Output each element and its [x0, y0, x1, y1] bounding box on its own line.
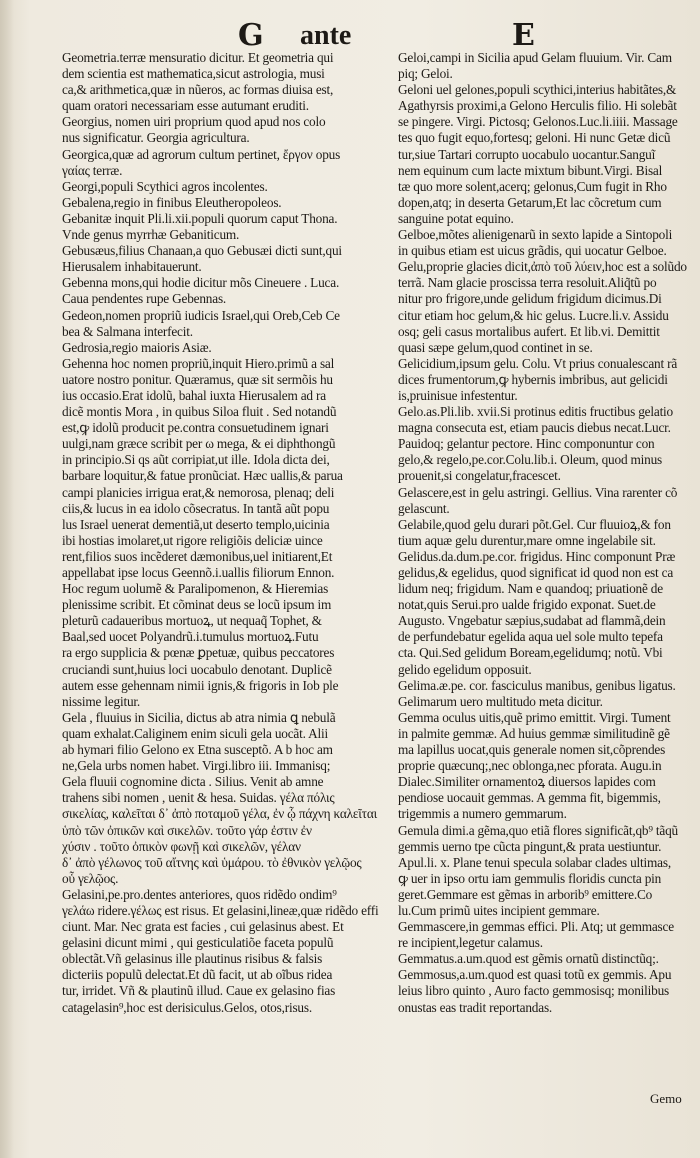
text-line: quam oratori necessariam esse autumant eruditi. — [62, 98, 309, 114]
text-line: tur, irridet. Vñ & plautinũ illud. Caue ex gelasino fias — [62, 983, 336, 999]
text-line: uulgi,nam græce scribit per ω mega, & ei diphthongũ — [62, 436, 336, 452]
text-line: Gela , fluuius in Sicilia, dictus ab atra nimia ꝗ nebulã — [62, 709, 336, 725]
text-line: nus significatur. Georgia agricultura. — [62, 130, 250, 146]
text-line: Georgica,quæ ad agrorum cultum pertinet, ἔργον opus — [62, 146, 341, 162]
text-line: quasi sæpe gelum,quod continet in se. — [398, 339, 593, 355]
text-line: se pingere. Virgi. Pictosq; Gelonos.Luc.li.iiii. Massage — [398, 114, 678, 130]
text-line: Georgius, nomen uiri proprium quod apud nos colo — [62, 114, 326, 130]
text-line: Gemmascere,in gemmas effici. Pli. Atq; ut gemmasce — [398, 919, 674, 935]
text-line: ciunt. Mar. Nec grata est facies , cui gelasinus abest. Et — [62, 919, 344, 935]
text-line: Gebanitæ inquit Pli.li.xii.populi quorum caput Thona. — [62, 210, 338, 226]
text-line: Baal,sed uocet Polyandrũ.i.tumulus mortuoꝝ.Futu — [62, 629, 319, 645]
text-line: ab hymari filio Gelono ex Etna susceptõ. A b hoc am — [62, 742, 333, 758]
text-line: in principio.Si qs aũt corripiat,ut ille. Idola dicta dei, — [62, 452, 330, 468]
text-line: trahens sibi nomen , uenit & hesa. Suidas. γέλα πόλις — [62, 790, 335, 806]
text-line: uatore nostro ponitur. Quæramus, quæ sit sermõis hu — [62, 371, 333, 387]
binding-gutter — [0, 0, 14, 1158]
text-line: Augusto. Vngebatur sæpius,sudabat ad flammã,dein — [398, 613, 666, 629]
text-line: Gelicidium,ipsum gelu. Colu. Vt prius conualescant rã — [398, 355, 678, 371]
text-line: δ᾽ ἀπὸ γέλωνος τοῦ αἴτνης καὶ ὑμάρου. τὸ ἐθνικὸν γελῷος — [62, 854, 362, 870]
text-line: Gelascere,est in gelu astringi. Gellius. Vina rarenter cõ — [398, 484, 678, 500]
text-line: trigemmis a numero gemmarum. — [398, 806, 567, 822]
text-line: Gemula dimi.a gẽma,quo etiã flores significãt,qb⁹ tãqũ — [398, 822, 679, 838]
text-line: dopen,atq; in deserta Getarum,Et lac cõcretum cum — [398, 194, 662, 210]
text-line: Geloni uel gelones,populi scythici,interius habitãtes,& — [398, 82, 677, 98]
text-line: ibi hostias imolaret,ut rigore religiõis deliciæ uince — [62, 532, 323, 548]
text-line: Gela fluuii cognomine dicta . Silius. Venit ab amne — [62, 774, 324, 790]
text-line: dicteriis populũ delectat.Et dũ facit, ut ab oĩbus ridea — [62, 967, 333, 983]
text-line: onustas eas tradit reportandas. — [398, 999, 553, 1015]
text-line: quam exhalat.Caliginem enim siculi gela uocãt. Alii — [62, 725, 329, 741]
text-line: Gelboe,mõtes alienigenarũ in sexto lapide a Sintopoli — [398, 227, 673, 243]
text-line: Gelo.as.Pli.lib. xvii.Si protinus editis fructibus gelatio — [398, 404, 674, 420]
text-line: Hoc regum uolumẽ & Paralipomenon, & Hieremias — [62, 581, 329, 597]
text-line: Pauidoq; gelantur pectore. Hinc componuntur con — [398, 436, 655, 452]
text-line: nem equinum cum lacte mixtum bibunt.Virgi. Bisal — [398, 162, 663, 178]
text-line: Geloi,campi in Sicilia apud Gelam fluuium. Vir. Cam — [398, 50, 672, 65]
text-line: Gebusæus,filius Chanaan,a quo Gebusæi dicti sunt,qui — [62, 243, 342, 259]
text-line: Gelu,proprie glacies dicit,ἀπὸ τοῦ λύειν,hoc est a solũdo — [398, 259, 687, 275]
text-line: Gemma oculus uitis,quẽ primo emittit. Virgi. Tument — [398, 709, 671, 725]
text-line: in quibus etiam est uicus grãdis, qui uocatur Gelboe. — [398, 243, 667, 259]
text-line: oblectãt.Vñ gelasinus ille plautinus risibus & falsis — [62, 951, 323, 967]
text-line: magna consecuta est, etiam paucis diebus necat.Lucr. — [398, 420, 671, 436]
text-line: ὑπὸ τῶν ὀπικῶν καὶ σικελῶν. τοῦτο γάρ ἐστιν ἐν — [62, 822, 312, 838]
text-line: catagelasin⁹,hoc est derisiculus.Gelos, otos,risus. — [62, 999, 312, 1015]
text-line: appellabat ipse locus Geennõ.i.uallis filiorum Ennon. — [62, 565, 335, 580]
text-line: pleturũ cadaueribus mortuoꝝ, ut nequaq̃ Tophet, & — [62, 613, 322, 629]
text-line: ne,Gela urbs nomen habet. Virgi.libro iii. Immanisq; — [62, 758, 331, 774]
catchword: Gemo — [650, 1091, 682, 1106]
text-line: bea & Salmana interfecit. — [62, 323, 193, 339]
text-line: gelascunt. — [398, 500, 450, 516]
text-line: Gelimarum uero multitudo meta dicitur. — [398, 693, 603, 709]
text-line: gemmis uerno tpe cũcta pingunt,& prata uestiuntur. — [398, 838, 662, 854]
text-line: leius libro quinto , Auro facto gemmosisq; monilibus — [398, 983, 670, 999]
text-line: γαίας terræ. — [62, 162, 123, 178]
text-line: proprie quæcunq;,nec oblonga,nec pforata. Augu.in — [398, 758, 662, 774]
text-line: prouenit,si congelatur,fracescet. — [398, 468, 561, 484]
text-line: tium aquæ gelu durentur,mare omne ingelabile sit. — [398, 532, 656, 548]
text-line: ciis,& lucus in ea idolo cõsecratus. In tantã aũt popu — [62, 500, 330, 516]
text-line: re incipient,legetur calamus. — [398, 935, 543, 951]
text-line: is,pruinisue infestentur. — [398, 387, 518, 403]
text-line: Gemmosus,a.um.quod est quasi totũ ex gemmis. Apu — [398, 967, 672, 983]
text-line: terrã. Nam glacie proscissa terra resoluit.Aliq̃tũ po — [398, 275, 657, 291]
text-line: dem scientia est mathematica,sicut astrologia, musi — [62, 66, 325, 82]
text-line: barbare loquitur,& fatue pronũciat. Hæc uallis,& parua — [62, 468, 343, 484]
text-line: in palmite gemmæ. Ad huius gemmæ similitudinẽ gẽ — [398, 725, 670, 741]
text-line: Apul.li. x. Plane tenui specula solabar clades ultimas, — [398, 854, 671, 870]
text-line: Gedrosia,regio maioris Asiæ. — [62, 339, 212, 355]
text-line: pendiose uocauit gemmas. A gemma fit, bigemmis, — [398, 790, 661, 806]
text-line: Caua pendentes rupe Gebennas. — [62, 291, 227, 307]
text-line: gelasini dicunt mimi , qui gesticulatiõe faceta populũ — [62, 935, 334, 951]
text-line: Gelasini,pe.pro.dentes anteriores, quos ridẽdo ondim⁹ — [62, 886, 337, 902]
text-line: autem esse gehennam nimii ignis,& frigoris in Iob ple — [62, 677, 339, 693]
text-line: ius occasio.Erat idolũ, bahal iuxta Hierusalem ad ra — [62, 387, 326, 403]
text-line: Geometria.terræ mensuratio dicitur. Et geometria qui — [62, 50, 334, 65]
text-line: ca,& arithmetica,quæ in nũeros, ac formas diuisa est, — [62, 82, 334, 98]
text-line: Gedeon,nomen propriũ iudicis Israel,qui Oreb,Ceb Ce — [62, 307, 340, 323]
text-line: geret.Gemmare est gẽmas in arborib⁹ emittere.Co — [398, 886, 653, 902]
text-line: Gebalena,regio in finibus Eleutheropoleos. — [62, 194, 282, 210]
text-line: ma lapillus uocat,quis generale nomen sit,cõprendes — [398, 742, 666, 758]
text-line: rent,filios suos incẽderet dæmonibus,uel initiarent,Et — [62, 548, 333, 564]
text-line: σικελίας, καλεῖται δ᾽ ἀπὸ ποταμοῦ γέλα, ἐν ᾧ πάχνη καλεῖται — [62, 806, 377, 822]
right-column — [398, 50, 700, 1016]
text-line: Gehenna hoc nomen propriũ,inquit Hiero.primũ a sal — [62, 355, 335, 371]
text-line: dices frumentorum,ꝙ hybernis imbribus, aut gelicidi — [398, 371, 668, 387]
text-line: Gebenna mons,qui hodie dicitur mõs Cineuere . Luca. — [62, 275, 340, 291]
text-line: nissime legitur. — [62, 693, 141, 709]
text-line: ꝙ uer in ipso ortu iam gemmulis floridis cuncta pin — [398, 870, 662, 886]
text-line: Gelima.æ.pe. cor. fasciculus manibus, genibus ligatus. — [398, 677, 676, 693]
text-line: sanguine potat equino. — [398, 210, 514, 226]
text-line: Dialec.Similiter ornamentoꝝ diuersos lapides com — [398, 774, 656, 790]
text-line: tes quo fugit equo,fortesq; geloni. Hi nunc Getæ dicũ — [398, 130, 671, 146]
text-line: Gelidus.da.dum.pe.cor. frigidus. Hinc componunt Præ — [398, 548, 676, 564]
text-line: Gemmatus.a.um.quod est gẽmis ornatũ distinctũq;. — [398, 951, 659, 967]
text-line: οὗ γελῷος. — [62, 870, 119, 886]
text-line: de perfundebatur egelida aqua uel sole multo tepefa — [398, 629, 663, 645]
header-right-letter: E — [512, 18, 535, 53]
text-line: est,ꝙ idolũ producit pe.contra consuetudinem ignari — [62, 420, 329, 436]
text-line: notat,quis Serui.pro ualde frigido exponat. Suet.de — [398, 597, 656, 613]
text-line: Hierusalem inhabitauerunt. — [62, 259, 202, 275]
text-line: ra ergo supplicia & pœnæ ꝑpetuæ, quibus peccatores — [62, 645, 335, 661]
text-line: Gelabile,quod gelu durari põt.Gel. Cur fluuioꝝ,& fon — [398, 516, 671, 532]
text-line: plenissime scribit. Et cõminat deus se locũ ipsum im — [62, 597, 332, 613]
header-left-letter: G — [238, 18, 264, 53]
text-line: gelido egelidum opposuit. — [398, 661, 532, 677]
text-line: citur etiam hoc gelum,& hic gelus. Lucre.li.v. Assidu — [398, 307, 669, 323]
header-title: ante — [300, 20, 352, 51]
text-line: campi planicies irrigua erat,& nemorosa, plenaq; deli — [62, 484, 335, 500]
text-line: osq; geli casus mortalibus aufert. Et lib.vi. Demittit — [398, 323, 660, 339]
text-line: Georgi,populi Scythici agros incolentes. — [62, 178, 268, 194]
text-line: Agathyrsis proximi,a Gelono Herculis filio. Hi solebãt — [398, 98, 677, 114]
text-line: cruciandi sunt,huius loci uocabulo denotant. Duplicẽ — [62, 661, 332, 677]
text-line: piq; Geloi. — [398, 66, 453, 82]
text-line: tur,siue Tartari corrupto uocabulo uocantur.Sanguĩ — [398, 146, 656, 162]
text-line: χύσιν . τοῦτο ὀπικὸν φωνῇ καὶ σικελῶν, γέλαν — [62, 838, 301, 854]
text-line: Vnde genus myrrhæ Gebaniticum. — [62, 227, 240, 243]
text-line: lidum neq; frigidum. Nam e quandoq; priuationẽ de — [398, 581, 663, 597]
text-line: lu.Cum primũ uites incipient gemmare. — [398, 902, 600, 918]
text-line: γελάω ridere.γέλως est risus. Et gelasini,lineæ,quæ ridẽdo effi — [62, 902, 379, 918]
text-line: cta. Qui.Sed gelidum Boream,egelidumq; notũ. Vbi — [398, 645, 663, 661]
text-line: gelidus,& egelidus, quod significat id quod non est ca — [398, 565, 674, 580]
text-line: dicẽ montis Mora , in quibus Siloa fluit . Sed notandũ — [62, 404, 337, 420]
text-line: lus Israel uenerat dementiã,ut deserto templo,uicinia — [62, 516, 330, 532]
text-line: nitur pro frigore,unde gelidum frigidum dicimus.Di — [398, 291, 662, 307]
left-column — [62, 50, 396, 1016]
text-line: tæ quo more solent,acerq; gelonus,Cum fugit in Rho — [398, 178, 667, 194]
text-line: gelo,& regelo,pe.cor.Colu.lib.i. Oleum, quod minus — [398, 452, 663, 468]
running-header — [0, 14, 700, 54]
